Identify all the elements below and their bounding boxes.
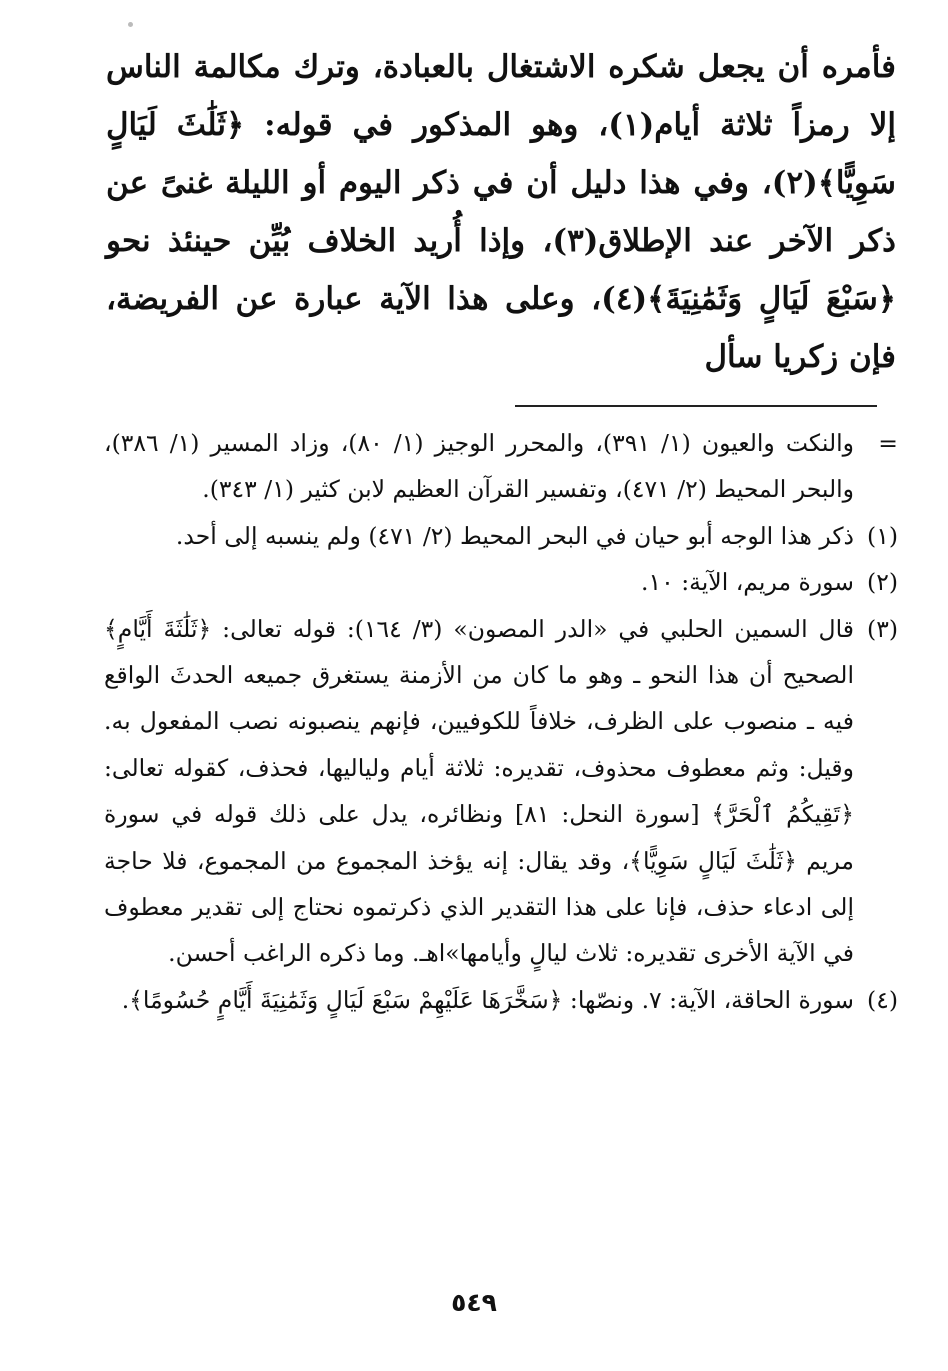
footnote-text: قال السمين الحلبي في «الدر المصون» (٣/ ١٦٤): قوله تعالى: ﴿ثَلَٰثَةَ أَيَّامٍ﴾ الصحيح أن هذا النحو ـ وهو ما كان من الأزمنة يستغرق جميعه الحدثَ الواقع فيه ـ منصوب على الظرف، خلافاً للكوفيين، فإنهم ينصبونه نصب المفعول به. وقيل: وثم معطوف محذوف، تقديره: ثلاثة أيام ولياليها، فحذف، كقوله تعالى: ﴿تَقِيكُمُ ٱلْحَرَّ﴾ [سورة النحل: ٨١] ونظائره، يدل على ذلك قوله في سورة مريم ﴿ثَلَٰثَ لَيَالٍ سَوِيًّا﴾، وقد يقال: إنه يؤخذ المجموع من المجموع، فلا حاجة إلى ادعاء حذف، فإنا على هذا التقدير الذي ذكرتموه نحتاج إلى تقدير معطوف في الآية الأخرى تقديره: ثلاث ليالٍ وأيامها»اهـ. وما ذكره الراغب أحسن. xyxy=(104,614,854,968)
footnote-1 xyxy=(104,513,898,559)
footnote-marker: (٢) xyxy=(867,568,898,597)
footnote-separator xyxy=(515,405,877,407)
footnotes xyxy=(104,420,898,1023)
footnote-marker: = xyxy=(878,429,898,457)
footnote-continued xyxy=(104,420,898,513)
footnote-text: ذكر هذا الوجه أبو حيان في البحر المحيط (٢/ ٤٧١) ولم ينسبه إلى أحد. xyxy=(175,521,854,550)
footnote-3 xyxy=(104,606,898,977)
footnote-marker: (٣) xyxy=(867,614,898,643)
footnote-2 xyxy=(104,559,898,605)
scan-smudge xyxy=(128,22,133,27)
footnote-marker: (٤) xyxy=(867,985,898,1014)
footnote-text: سورة الحاقة، الآية: ٧. ونصّها: ﴿سَخَّرَهَا عَلَيْهِمْ سَبْعَ لَيَالٍ وَثَمَٰنِيَةَ أَيَّامٍ حُسُومًا﴾. xyxy=(121,985,854,1014)
footnote-marker: (١) xyxy=(867,521,898,550)
footnote-text: سورة مريم، الآية: ١٠. xyxy=(641,568,854,597)
page-number: ٥٤٩ xyxy=(451,1288,497,1317)
footnote-4 xyxy=(104,977,898,1023)
main-text: فأمره أن يجعل شكره الاشتغال بالعبادة، وترك مكالمة الناس إلا رمزاً ثلاثة أيام(١)، وهو المذكور في قوله: ﴿ثَلَٰثَ لَيَالٍ سَوِيًّا﴾(٢)، وفي هذا دليل أن في ذكر اليوم أو الليلة غنىً عن ذكر الآخر عند الإطلاق(٣)، وإذا أُريد الخلاف بُيِّن حينئذ نحو ﴿سَبْعَ لَيَالٍ وَثَمَٰنِيَةَ﴾(٤)، وعلى هذا الآية عبارة عن الفريضة، فإن زكريا سأل xyxy=(106,49,896,375)
footnote-text: والنكت والعيون (١/ ٣٩١)، والمحرر الوجيز (١/ ٨٠)، وزاد المسير (١/ ٣٨٦)، والبحر المحيط (٢/ ٤٧١)، وتفسير القرآن العظيم لابن كثير (١/ ٣٤٣). xyxy=(104,429,855,504)
